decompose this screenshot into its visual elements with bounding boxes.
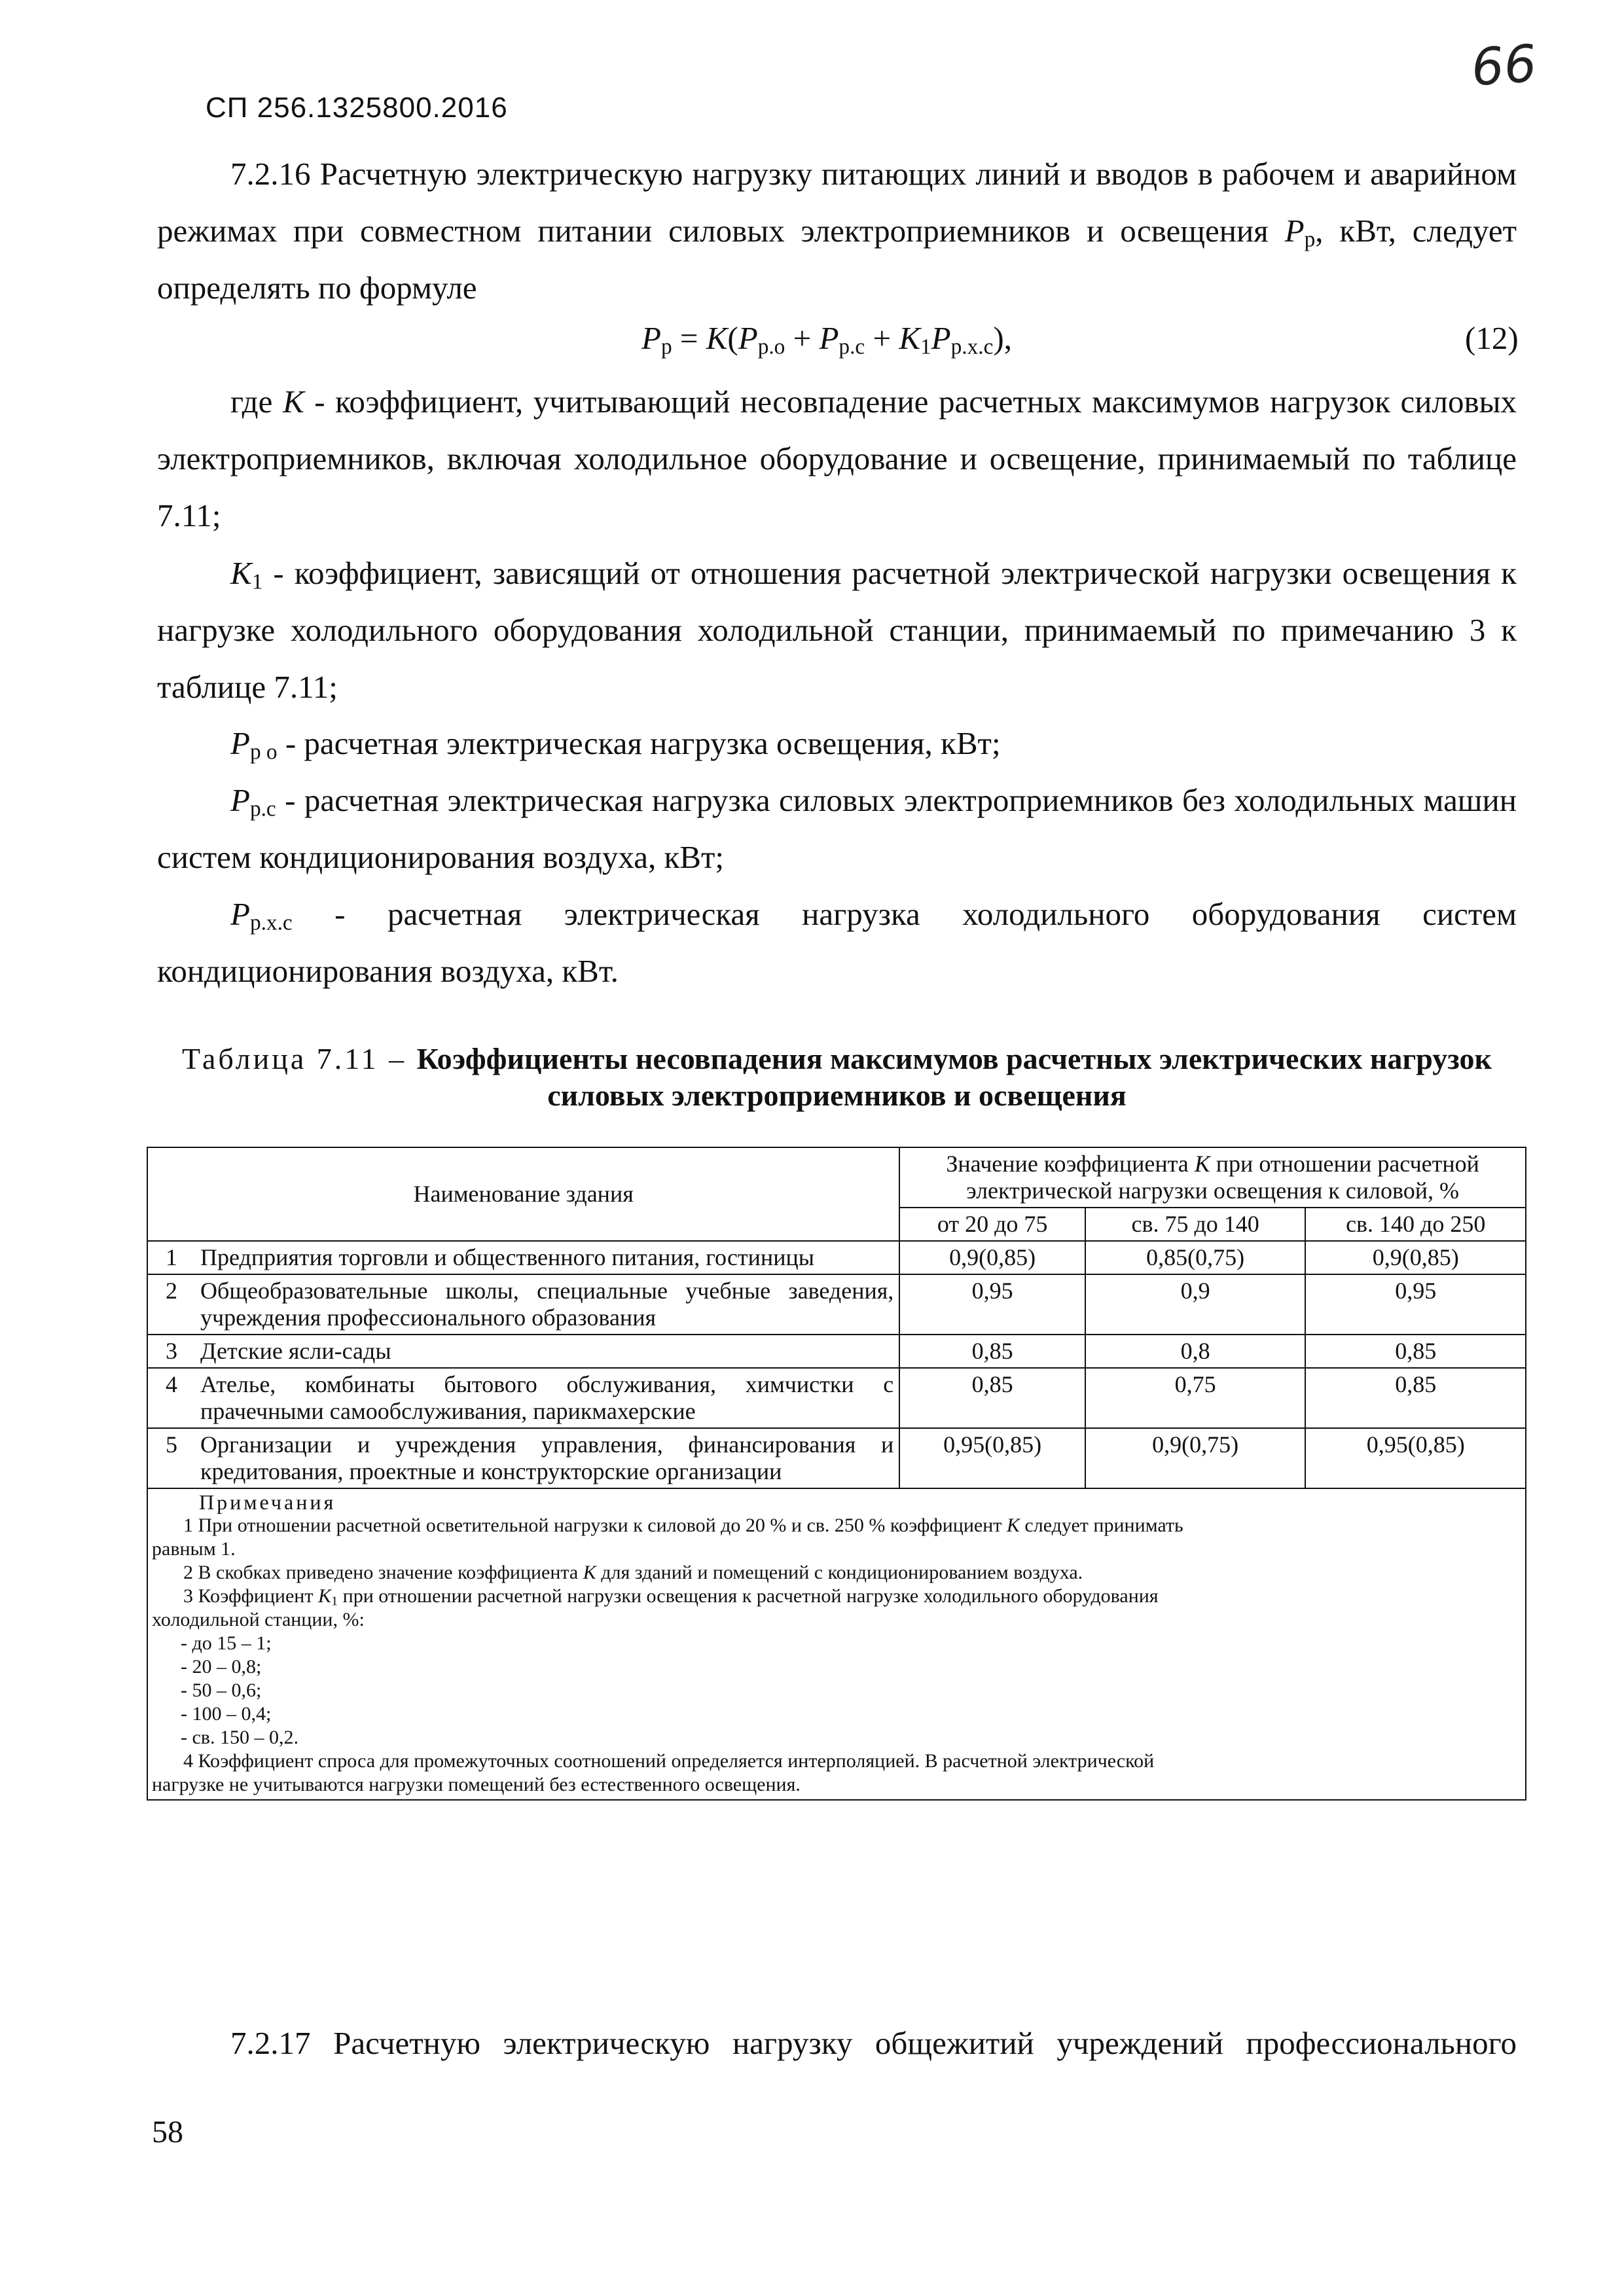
coefficient-value: 0,9(0,85) xyxy=(1305,1241,1526,1274)
table-row xyxy=(147,1368,1526,1428)
formula-operator: = xyxy=(672,320,706,356)
note-1-continuation: равным 1. xyxy=(152,1538,236,1560)
symbol-subscript: р.х.с xyxy=(249,910,293,935)
header-coefficient-group xyxy=(899,1147,1526,1208)
note-3-list-item: - св. 150 – 0,2. xyxy=(181,1727,298,1748)
table-row xyxy=(147,1335,1526,1368)
symbol-subscript: 1 xyxy=(331,1594,338,1609)
definition-prxc xyxy=(157,886,1517,999)
paragraph-7-2-16-text: 7.2.16 Расчетную электрическую нагрузку питающих линий и вводов в рабочем и аварийном режимах при совместном питании силовых электроприемников и освещения xyxy=(157,156,1517,249)
table-notes-row xyxy=(147,1488,1526,1800)
definition-text: - расчетная электрическая нагрузка холодильного оборудования систем кондиционирования воздуха, кВт. xyxy=(157,896,1517,989)
note-3 xyxy=(152,1585,1521,1608)
note-3-list-item: - 50 – 0,6; xyxy=(181,1679,262,1701)
coefficient-value: 0,85 xyxy=(899,1368,1085,1428)
note-text: следует принимать xyxy=(1019,1515,1183,1536)
subheader-range-1: от 20 до 75 xyxy=(899,1208,1085,1241)
formula-operator: ( xyxy=(727,320,738,356)
symbol-subscript: p xyxy=(1304,227,1316,252)
note-2 xyxy=(152,1561,1521,1585)
building-name: Детские ясли-сады xyxy=(195,1335,899,1368)
table-row xyxy=(147,1428,1526,1488)
row-number: 4 xyxy=(147,1368,195,1428)
table-caption xyxy=(157,1041,1517,1114)
note-text: 3 Коэффициент xyxy=(183,1585,318,1607)
row-number: 3 xyxy=(147,1335,195,1368)
table-notes xyxy=(147,1488,1526,1800)
row-number: 2 xyxy=(147,1274,195,1335)
formula-subscript: р.о xyxy=(757,334,785,359)
definition-pro xyxy=(157,715,1517,772)
coefficient-value: 0,95 xyxy=(899,1274,1085,1335)
symbol-k: K xyxy=(282,384,304,420)
note-3-list-item: - 20 – 0,8; xyxy=(181,1656,262,1677)
row-number: 5 xyxy=(147,1428,195,1488)
coefficient-value: 0,95(0,85) xyxy=(1305,1428,1526,1488)
paragraph-7-2-16-tail: , кВт, следует определять по формуле xyxy=(157,213,1517,306)
formula-subscript: р.х.с xyxy=(950,334,994,359)
formula-operator: + xyxy=(785,320,820,356)
note-3-list-item: - 100 – 0,4; xyxy=(181,1703,272,1725)
note-3-list-item: - до 15 – 1; xyxy=(181,1632,272,1654)
formula-12 xyxy=(641,319,1012,357)
definition-text: - коэффициент, учитывающий несовпадение расчетных максимумов нагрузок силовых электроприемников, включая холодильное оборудование и освещение, принимаемый по таблице 7.11; xyxy=(157,384,1517,533)
row-number: 1 xyxy=(147,1241,195,1274)
formula-number: (12) xyxy=(1465,320,1519,356)
header-building-name: Наименование здания xyxy=(147,1147,899,1241)
formula-operator: ), xyxy=(993,320,1012,356)
notes-title: Примечания xyxy=(199,1490,336,1514)
formula-symbol: K xyxy=(899,320,921,356)
coefficient-value: 0,95(0,85) xyxy=(899,1428,1085,1488)
building-name: Ателье, комбинаты бытового обслуживания, химчистки с прачечными самообслуживания, парикмахерские xyxy=(195,1368,899,1428)
symbol-subscript: р о xyxy=(249,740,278,764)
coefficient-value: 0,85 xyxy=(899,1335,1085,1368)
definition-text: - коэффициент, зависящий от отношения расчетной электрической нагрузки освещения к нагрузке холодильного оборудования холодильной станции, принимаемый по примечанию 3 к таблице 7.11; xyxy=(157,555,1517,705)
coefficient-value: 0,8 xyxy=(1085,1335,1306,1368)
formula-symbol: P xyxy=(738,320,758,356)
table-row xyxy=(147,1241,1526,1274)
note-4-continuation: нагрузке не учитываются нагрузки помещений без естественного освещения. xyxy=(152,1774,801,1795)
coefficient-value: 0,85 xyxy=(1305,1368,1526,1428)
note-4: 4 Коэффициент спроса для промежуточных соотношений определяется интерполяцией. В расчетной электрической xyxy=(183,1750,1155,1772)
header-text: Значение коэффициента xyxy=(946,1151,1195,1177)
formula-symbol: P xyxy=(641,320,661,356)
symbol-p: P xyxy=(230,725,250,761)
coefficient-value: 0,75 xyxy=(1085,1368,1306,1428)
header-text: при отношении расчетной электрической нагрузки освещения к силовой, % xyxy=(966,1151,1479,1204)
symbol-k1: K xyxy=(230,555,252,591)
definition-text: - расчетная электрическая нагрузка силовых электроприемников без холодильных машин систем кондиционирования воздуха, кВт; xyxy=(157,782,1517,875)
definition-prc xyxy=(157,772,1517,886)
paragraph-7-2-16 xyxy=(157,145,1517,316)
definition-text: - расчетная электрическая нагрузка освещения, кВт; xyxy=(277,725,1001,761)
note-text: для зданий и помещений с кондиционированием воздуха. xyxy=(596,1562,1083,1583)
symbol-p: P xyxy=(230,896,250,932)
formula-symbol: P xyxy=(931,320,951,356)
coefficient-table xyxy=(147,1147,1526,1801)
subheader-range-2: св. 75 до 140 xyxy=(1085,1208,1306,1241)
definition-lead: где xyxy=(230,384,283,420)
note-text: 2 В скобках приведено значение коэффициента xyxy=(183,1562,583,1583)
table-header-row xyxy=(147,1147,1526,1208)
page-number: 58 xyxy=(152,2115,183,2149)
symbol-k: K xyxy=(1006,1515,1020,1536)
formula-symbol: K xyxy=(706,320,728,356)
handwritten-page-number: 66 xyxy=(1469,34,1539,98)
symbol-subscript: р.с xyxy=(249,797,276,821)
symbol-p: P xyxy=(230,782,250,818)
table-caption-label: Таблица 7.11 – xyxy=(182,1042,417,1075)
symbol-subscript: 1 xyxy=(251,569,263,594)
formula-subscript: р xyxy=(660,334,672,359)
note-3-continuation: холодильной станции, %: xyxy=(152,1609,365,1630)
symbol-k: K xyxy=(583,1562,596,1583)
coefficient-value: 0,9 xyxy=(1085,1274,1306,1335)
note-text: 1 При отношении расчетной осветительной нагрузки к силовой до 20 % и св. 250 % коэффициент xyxy=(183,1515,1007,1536)
building-name: Предприятия торговли и общественного питания, гостиницы xyxy=(195,1241,899,1274)
formula-subscript: р.с xyxy=(839,334,865,359)
note-1 xyxy=(152,1514,1521,1537)
coefficient-value: 0,9(0,85) xyxy=(899,1241,1085,1274)
coefficient-value: 0,85(0,75) xyxy=(1085,1241,1306,1274)
coefficient-value: 0,95 xyxy=(1305,1274,1526,1335)
symbol-k: K xyxy=(1194,1151,1210,1177)
note-text: при отношении расчетной нагрузки освещения к расчетной нагрузке холодильного оборудования xyxy=(338,1585,1159,1607)
coefficient-value: 0,85 xyxy=(1305,1335,1526,1368)
building-name: Организации и учреждения управления, финансирования и кредитования, проектные и конструкторские организации xyxy=(195,1428,899,1488)
building-name: Общеобразовательные школы, специальные учебные заведения, учреждения профессионального образования xyxy=(195,1274,899,1335)
table-caption-title: Коэффициенты несовпадения максимумов расчетных электрических нагрузок силовых электроприемников и освещения xyxy=(416,1042,1492,1112)
definition-k1 xyxy=(157,545,1517,715)
paragraph-7-2-17-text: 7.2.17 Расчетную электрическую нагрузку общежитий учреждений профессионального xyxy=(230,2025,1517,2061)
subheader-range-3: св. 140 до 250 xyxy=(1305,1208,1526,1241)
document-code: СП 256.1325800.2016 xyxy=(206,92,508,124)
symbol-k1: K xyxy=(317,1585,331,1607)
table-row xyxy=(147,1274,1526,1335)
symbol-p: P xyxy=(1284,213,1305,249)
formula-operator: + xyxy=(865,320,899,356)
formula-subscript: 1 xyxy=(920,334,931,359)
paragraph-7-2-17 xyxy=(157,2015,1517,2072)
definition-k xyxy=(157,373,1517,544)
formula-symbol: P xyxy=(819,320,839,356)
coefficient-value: 0,9(0,75) xyxy=(1085,1428,1306,1488)
